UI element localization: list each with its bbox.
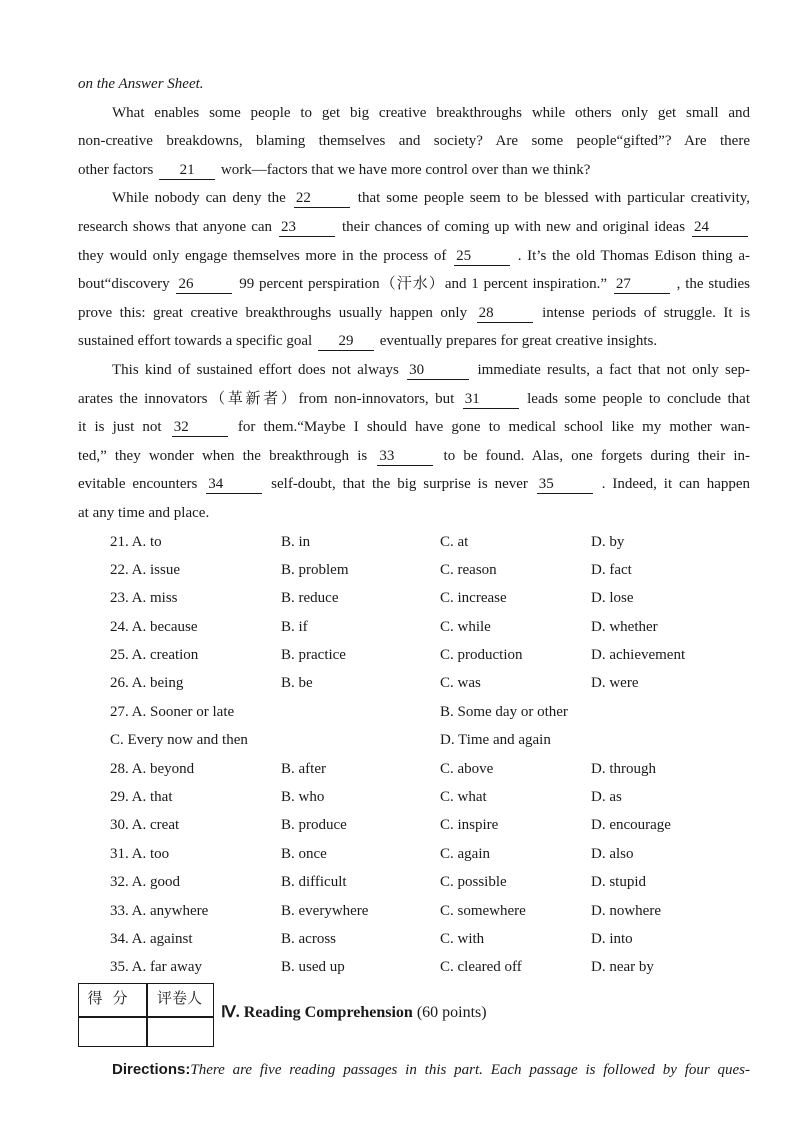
- text-segment: research shows that anyone can: [78, 218, 273, 235]
- blank-30: 30: [407, 361, 469, 380]
- option-b: B. difficult: [281, 874, 347, 891]
- question-row: [78, 669, 750, 697]
- option-a: 29. A. that: [110, 789, 173, 806]
- option-b: B. reduce: [281, 590, 339, 607]
- question-row: [78, 953, 750, 981]
- option-a: 35. A. far away: [110, 959, 203, 976]
- text-segment: they would only engage themselves more in the process of: [78, 247, 447, 264]
- paragraph-3-line: [78, 413, 750, 442]
- option-c: C. increase: [440, 590, 507, 607]
- option-d: D. by: [591, 533, 625, 550]
- option-b: B. in: [281, 533, 311, 550]
- question-row: [78, 528, 750, 556]
- text-segment: This kind of sustained effort does not always: [112, 361, 399, 378]
- passage: [78, 70, 750, 982]
- paragraph-3-line: [78, 385, 750, 414]
- question-row: [78, 811, 750, 839]
- text-segment: bout“discovery: [78, 276, 170, 293]
- option-d: D. lose: [591, 590, 634, 607]
- option-b: B. after: [281, 760, 326, 777]
- blank-34: 34: [206, 475, 262, 494]
- option-a: 22. A. issue: [110, 561, 181, 578]
- blank-23: 23: [279, 218, 335, 237]
- question-row: [78, 868, 750, 896]
- text-segment: other factors: [78, 161, 154, 178]
- option-b: B. used up: [281, 959, 345, 976]
- text-segment: immediate results, a fact that not only sep-: [477, 361, 751, 378]
- grader-label: 评卷人: [156, 991, 202, 1007]
- blank-29: 29: [318, 332, 374, 351]
- option-b: B. problem: [281, 561, 349, 578]
- option-c: C. with: [440, 930, 485, 947]
- option-d: D. whether: [591, 618, 658, 635]
- question-row: [78, 755, 750, 783]
- paragraph-3-line: at any time and place.: [78, 504, 210, 521]
- question-row: [78, 698, 750, 726]
- section-points: (60 points): [416, 1004, 487, 1021]
- option-c: C. possible: [440, 874, 507, 891]
- blank-35: 35: [537, 475, 593, 494]
- text-segment: intense periods of struggle. It is: [542, 304, 751, 321]
- option-d: D. near by: [591, 959, 654, 976]
- option-d: D. into: [591, 930, 633, 947]
- option-a: 21. A. to: [110, 533, 162, 550]
- option-b: B. across: [281, 930, 336, 947]
- question-row: [78, 613, 750, 641]
- option-c: C. above: [440, 760, 494, 777]
- text-segment: their chances of coming up with new and original ideas: [341, 218, 686, 235]
- text-segment: leads some people to conclude that: [527, 390, 751, 407]
- directions-text: There are five reading passages in this part. Each passage is followed by four ques-: [190, 1062, 750, 1078]
- question-row: [78, 897, 750, 925]
- question-row: [78, 783, 750, 811]
- option-d: D. through: [591, 760, 656, 777]
- option-b: B. everywhere: [281, 902, 369, 919]
- text-segment: work—factors that we have more control over than we think?: [220, 161, 591, 178]
- blank-25: 25: [454, 247, 510, 266]
- text-segment: to be found. Alas, one forgets during their in-: [443, 447, 751, 464]
- option-d: D. achievement: [591, 647, 686, 664]
- text-segment: arates the innovators（革新者）from non-innovators, but: [78, 390, 455, 407]
- option-a: 27. A. Sooner or late: [110, 703, 235, 720]
- option-c: C. cleared off: [440, 959, 522, 976]
- paragraph-2-line: [78, 270, 750, 299]
- blank-24: 24: [692, 218, 748, 237]
- question-row: [78, 726, 750, 754]
- text-segment: ted,” they wonder when the breakthrough is: [78, 447, 368, 464]
- option-c: C. at: [440, 533, 469, 550]
- option-a: 28. A. beyond: [110, 760, 195, 777]
- text-segment: self-doubt, that the big surprise is never: [271, 476, 528, 493]
- paragraph-3-line: [78, 470, 750, 499]
- question-row: [78, 556, 750, 584]
- text-segment: eventually prepares for great creative insights.: [379, 333, 658, 350]
- option-c: C. Every now and then: [110, 732, 248, 749]
- option-c: C. while: [440, 618, 491, 635]
- text-segment: . It’s the old Thomas Edison thing a-: [517, 247, 751, 264]
- directions-label: Directions:: [112, 1061, 191, 1078]
- option-b: B. Some day or other: [440, 703, 568, 720]
- text-segment: evitable encounters: [78, 476, 198, 493]
- option-b: B. once: [281, 845, 327, 862]
- option-a: 33. A. anywhere: [110, 902, 209, 919]
- paragraph-2-line: [78, 242, 750, 271]
- option-b: B. who: [281, 789, 325, 806]
- option-a: 32. A. good: [110, 874, 181, 891]
- option-b: B. produce: [281, 817, 347, 834]
- option-a: 24. A. because: [110, 618, 198, 635]
- blank-22: 22: [294, 189, 350, 208]
- paragraph-1-line: What enables some people to get big creative breakthroughs while others only get small and: [112, 104, 750, 121]
- score-box: [78, 983, 214, 1047]
- option-c: C. production: [440, 647, 523, 664]
- option-c: C. again: [440, 845, 490, 862]
- option-b: B. practice: [281, 647, 346, 664]
- option-d: D. as: [591, 789, 622, 806]
- option-a: 26. A. being: [110, 675, 184, 692]
- question-row: [78, 925, 750, 953]
- option-d: D. Time and again: [440, 732, 551, 749]
- blank-31: 31: [463, 390, 519, 409]
- paragraph-2-line: [78, 327, 750, 356]
- question-row: [78, 584, 750, 612]
- question-row: [78, 641, 750, 669]
- option-a: 25. A. creation: [110, 647, 199, 664]
- option-a: 30. A. creat: [110, 817, 180, 834]
- option-d: D. stupid: [591, 874, 647, 891]
- option-b: B. be: [281, 675, 313, 692]
- paragraph-3-line: [78, 442, 750, 471]
- section-title: Ⅳ. Reading Comprehension: [221, 1004, 413, 1021]
- option-b: B. if: [281, 618, 308, 635]
- paragraph-2-line: [78, 184, 750, 213]
- paragraph-2-line: [78, 299, 750, 328]
- score-box-divider: [79, 1016, 213, 1018]
- blank-26: 26: [176, 275, 232, 294]
- blank-21: 21: [159, 161, 215, 180]
- options-list: [78, 528, 750, 982]
- score-box-divider: [146, 984, 148, 1046]
- intro-line: on the Answer Sheet.: [78, 76, 204, 92]
- option-c: C. what: [440, 789, 487, 806]
- option-d: D. were: [591, 675, 639, 692]
- option-d: D. fact: [591, 561, 632, 578]
- directions-line: [112, 1056, 750, 1084]
- option-c: C. inspire: [440, 817, 499, 834]
- blank-28: 28: [477, 304, 533, 323]
- option-a: 34. A. against: [110, 930, 193, 947]
- paragraph-3-line: [78, 356, 750, 385]
- score-label: 得分: [87, 991, 138, 1007]
- text-segment: that some people seem to be blessed with particular creativity,: [357, 190, 751, 207]
- text-segment: 99 percent perspiration（汗水）and 1 percent inspiration.”: [239, 276, 608, 293]
- text-segment: it is just not: [78, 419, 162, 436]
- text-segment: sustained effort towards a specific goal: [78, 333, 313, 350]
- option-c: C. was: [440, 675, 481, 692]
- paragraph-1-line: non-creative breakdowns, blaming themselves and society? Are some people“gifted”? Are there: [78, 133, 750, 150]
- option-d: D. nowhere: [591, 902, 661, 919]
- text-segment: for them.“Maybe I should have gone to medical school like my mother wan-: [237, 419, 750, 436]
- paragraph-2-line: [78, 213, 750, 242]
- paragraph-1-line: [78, 156, 750, 185]
- option-c: C. reason: [440, 561, 497, 578]
- blank-32: 32: [172, 418, 228, 437]
- option-c: C. somewhere: [440, 902, 526, 919]
- text-segment: prove this: great creative breakthroughs usually happen only: [78, 304, 468, 321]
- question-row: [78, 840, 750, 868]
- text-segment: . Indeed, it can happen: [601, 476, 751, 493]
- option-d: D. encourage: [591, 817, 671, 834]
- option-a: 31. A. too: [110, 845, 170, 862]
- section-heading: [221, 1002, 487, 1022]
- blank-33: 33: [377, 447, 433, 466]
- option-d: D. also: [591, 845, 634, 862]
- text-segment: , the studies: [676, 276, 751, 293]
- blank-27: 27: [614, 275, 670, 294]
- text-segment: While nobody can deny the: [112, 190, 286, 207]
- option-a: 23. A. miss: [110, 590, 178, 607]
